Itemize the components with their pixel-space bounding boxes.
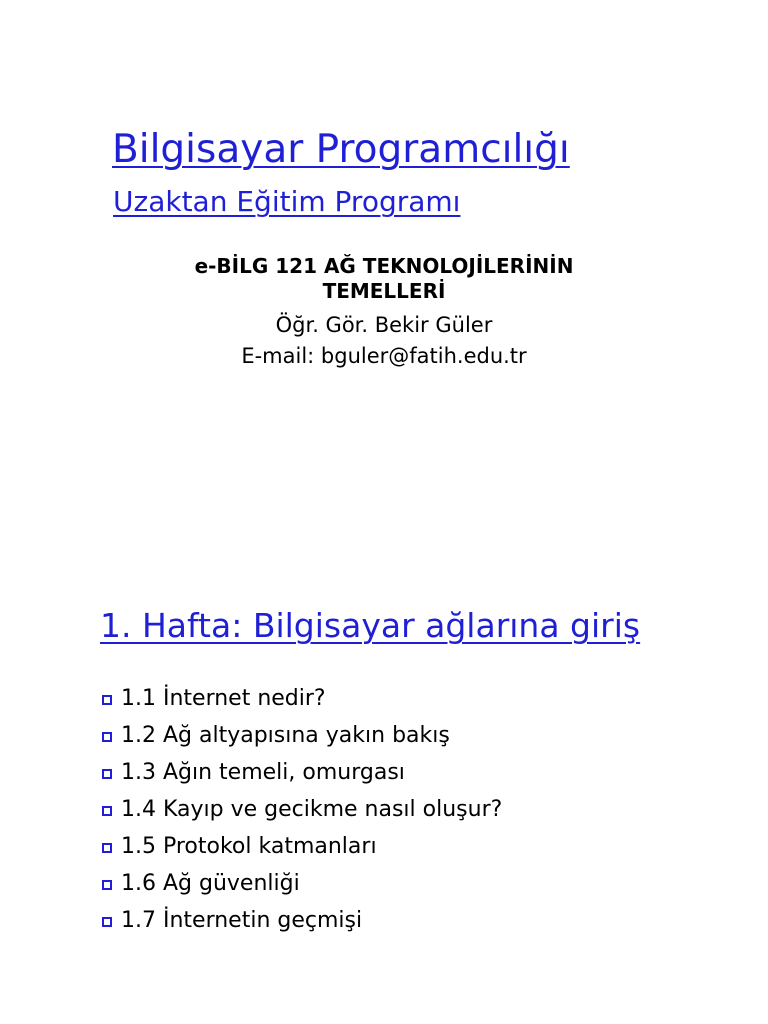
list-item bbox=[102, 717, 502, 754]
week-title: 1. Hafta: Bilgisayar ağlarına giriş bbox=[100, 606, 641, 645]
list-item bbox=[102, 865, 502, 902]
topic-label: 1.3 Ağın temeli, omurgası bbox=[121, 759, 405, 785]
list-item bbox=[102, 828, 502, 865]
instructor-name: Öğr. Gör. Bekir Güler bbox=[275, 313, 493, 337]
topic-label: 1.7 İnternetin geçmişi bbox=[121, 907, 363, 933]
instructor-email: E-mail: bguler@fatih.edu.tr bbox=[241, 344, 527, 368]
topic-label: 1.6 Ağ güvenliği bbox=[121, 870, 300, 896]
topic-label: 1.1 İnternet nedir? bbox=[121, 685, 326, 711]
square-bullet-icon bbox=[102, 769, 112, 779]
square-bullet-icon bbox=[102, 917, 112, 927]
course-info bbox=[134, 254, 634, 372]
week-slide bbox=[0, 512, 768, 1024]
list-item bbox=[102, 680, 502, 717]
square-bullet-icon bbox=[102, 695, 112, 705]
program-subtitle: Uzaktan Eğitim Programı bbox=[113, 185, 461, 218]
square-bullet-icon bbox=[102, 806, 112, 816]
square-bullet-icon bbox=[102, 843, 112, 853]
list-item bbox=[102, 791, 502, 828]
course-code-line-1: e-BİLG 121 AĞ TEKNOLOJİLERİNİN bbox=[194, 254, 574, 278]
square-bullet-icon bbox=[102, 880, 112, 890]
list-item bbox=[102, 754, 502, 791]
topic-label: 1.2 Ağ altyapısına yakın bakış bbox=[121, 722, 450, 748]
page-title: Bilgisayar Programcılığı bbox=[112, 127, 570, 172]
topic-label: 1.4 Kayıp ve gecikme nasıl oluşur? bbox=[121, 796, 503, 822]
course-code-line-2: TEMELLERİ bbox=[322, 279, 446, 303]
topic-list bbox=[102, 680, 502, 939]
square-bullet-icon bbox=[102, 732, 112, 742]
topic-label: 1.5 Protokol katmanları bbox=[121, 833, 377, 859]
list-item bbox=[102, 902, 502, 939]
